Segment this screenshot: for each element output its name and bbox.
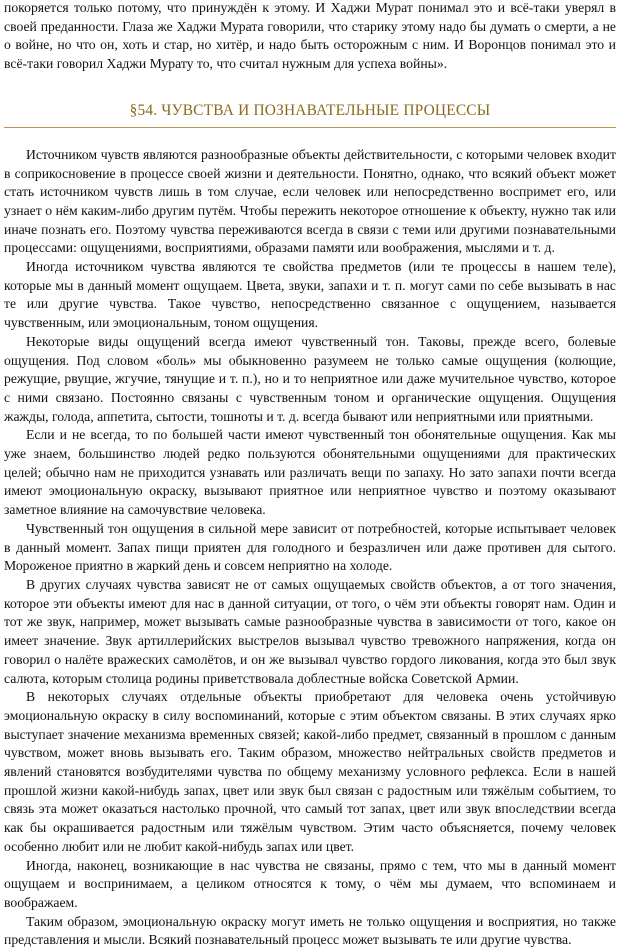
paragraph-6: В других случаях чувства зависят не от самых ощущаемых свойств объектов, а от того значения, которое эти объекты имеют для нас в данной ситуации, от того, о чём эти объекты говорят нам. Один и тот же звук, например, может вызывать самые разнообразные чувства в зависимости от того, какое он имеет значение. Звук артиллерийских выстрелов вызывал чувство тревожного напряжения, когда он говорил о налёте вражеских самолётов, и он же вызывал чувство гордого ликования, когда это был звук салюта, которым столица родины приветствовала доблестные войска Советской Армии. bbox=[4, 576, 616, 686]
paragraph-9: Таким образом, эмоциональную окраску могут иметь не только ощущения и восприятия, но также представления и мысли. Всякий познавательный процесс может вызывать те или другие чувства. bbox=[4, 913, 616, 948]
paragraph-4: Если и не всегда, то по большей части имеют чувственный тон обонятельные ощущения. Как мы уже знаем, большинство людей редко пользуются обонятельными ощущениями для практических целей; обычно нам не приходится узнавать или различать вещи по запаху. Но зато запахи почти всегда имеют эмоциональную окраску, вызывают приятное или неприятное чувство и поэтому оказывают заметное влияние на самочувствие человека. bbox=[4, 427, 616, 518]
paragraph-8: Иногда, наконец, возникающие в нас чувства не связаны, прямо с тем, что мы в данный момент ощущаем и воспринимаем, а целиком относятся к тому, о чём мы думаем, что вспоминаем и воображаем. bbox=[4, 857, 616, 910]
paragraph-1: Источником чувств являются разнообразные объекты действительности, с которыми человек входит в соприкосновение в процессе своей жизни и деятельности. Понятно, однако, что всякий объект может стать источником чувств лишь в том случае, если человек или непосредственно воспримет его, или узнает о нём каким-либо другим путём. Чтобы пережить некоторое отношение к объекту, нужно так или иначе познать его. Поэтому чувства переживаются всегда в связи с теми или другими познавательными процессами: ощущениями, восприятиями, образами памяти или воображения, мыслями и т. д. bbox=[4, 146, 616, 256]
section-heading: §54. ЧУВСТВА И ПОЗНАВАТЕЛЬНЫЕ ПРОЦЕССЫ bbox=[4, 100, 616, 128]
intro-paragraph: покоряется только потому, что принуждён к этому. И Хаджи Мурат понимал это и всё-таки уверял в своей преданности. Глаза же Хаджи Мурата говорили, что старику этому надо бы думать о смерти, а не о войне, но что он, хоть и стар, но хитёр, и надо быть осторожным с ним. И Воронцов понимал это и всё-таки говорил Хаджи Мурату то, что считал нужным для успеха войны». bbox=[4, 0, 616, 72]
paragraph-3: Некоторые виды ощущений всегда имеют чувственный тон. Таковы, прежде всего, болевые ощущения. Под словом «боль» мы обыкновенно разумеем не только самые ощущения (колющие, режущие, рвущие, жгучие, тянущие и т. п.), но и то неприятное или даже мучительное чувство, которое с ними связано. Постоянно связаны с чувственным тоном и органические ощущения. Ощущения жажды, голода, аппетита, сытости, тошноты и т. д. всегда бывают или неприятными или приятными. bbox=[4, 333, 616, 424]
paragraph-7: В некоторых случаях отдельные объекты приобретают для человека очень устойчивую эмоциональную окраску в силу воспоминаний, которые с этим объектом связаны. В этих случаях ярко выступает значение механизма временных связей; какой-либо предмет, связанный в прошлом с данным чувством, может вновь вызывать его. Таким образом, множество нейтральных свойств предметов и явлений становятся возбудителями чувства по общему механизму условного рефлекса. Если в нашей прошлой жизни какой-нибудь запах, цвет или звук был связан с радостным или тяжёлым событием, то связь эта может оказаться настолько прочной, что самый тот запах, цвет или звук впоследствии всегда как бы окрашивается радостным или тяжёлым чувством. Этим часто объясняется, почему человек особенно любит или не любит какой-нибудь запах или цвет. bbox=[4, 689, 616, 854]
paragraph-5: Чувственный тон ощущения в сильной мере зависит от потребностей, которые испытывает человек в данный момент. Запах пищи приятен для голодного и безразличен или даже противен для сытого. Мороженое приятно в жаркий день и совсем неприятно на холоде. bbox=[4, 520, 616, 574]
paragraph-2: Иногда источником чувства являются те свойства предметов (или те процессы в нашем теле), которые мы в данный момент ощущаем. Цвета, звуки, запахи и т. п. могут сами по себе вызывать в нас те или другие чувства. Такое чувство, непосредственно связанное с ощущением, называется чувственным, или эмоциональным, тоном ощущения. bbox=[4, 259, 616, 331]
